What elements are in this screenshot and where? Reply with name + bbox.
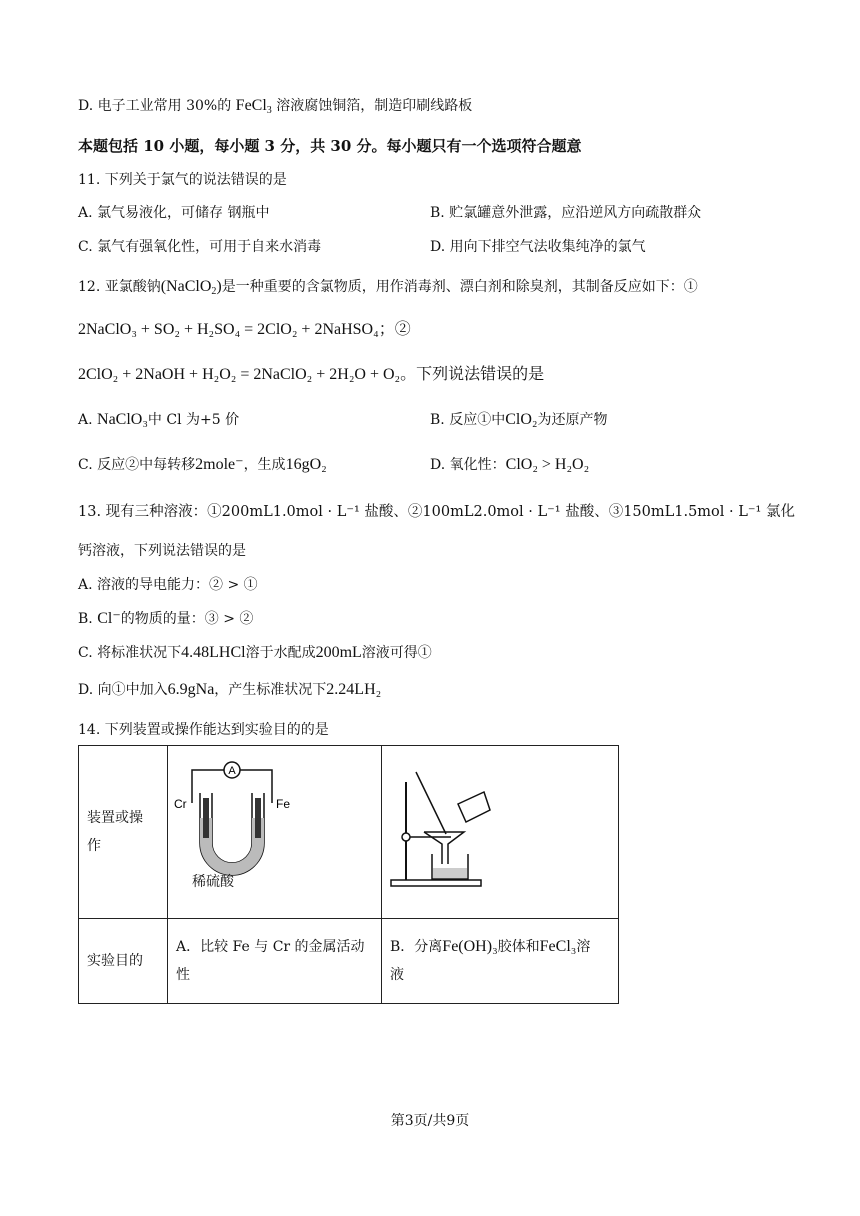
q13-option-b: B. Cl⁻的物质的量：③ > ② <box>78 610 254 627</box>
q11-option-c: C. 氯气有强氧化性，可用于自来水消毒 <box>78 239 322 255</box>
naclo2-formula: (NaClO$_2$) <box>160 278 222 297</box>
table-row <box>79 746 619 919</box>
table-row <box>79 919 619 1004</box>
q12-equation-2: 2ClO₂ + 2NaOH + H₂O₂ = 2NaClO₂ + 2H₂O + O₂。下列说法错误的是 <box>78 366 545 383</box>
q11-option-b: B. 贮氯罐意外泄露，应沿逆风方向疏散群众 <box>430 205 702 221</box>
q11-stem: 11. 下列关于氯气的说法错误的是 <box>78 172 287 188</box>
q13-option-c: C. 将标准状况下4.48LHCl溶于水配成200mL溶液可得① <box>78 644 432 661</box>
row-header-apparatus: 装置或操 作 <box>79 746 168 919</box>
cr-electrode <box>203 798 209 838</box>
row-header-purpose: 实验目的 <box>79 919 168 1004</box>
q14-stem: 14. 下列装置或操作能达到实验目的的是 <box>78 722 329 738</box>
galvanic-cell-diagram <box>172 748 292 878</box>
svg-text:Fe: Fe <box>276 797 291 811</box>
q13-stem-line1: 13. 现有三种溶液：①200mL1.0mol · L⁻¹ 盐酸、②100mL2.0mol · L⁻¹ 盐酸、③150mL1.5mol · L⁻¹ 氯化 <box>78 504 795 520</box>
option-d-prev: D. 电子工业常用 30%的 FeCl$_3$ 溶液腐蚀铜箔，制造印刷线路板 <box>78 97 473 116</box>
q12-equation-1: 2NaClO₃ + SO₂ + H₂SO₄ = 2ClO₂ + 2NaHSO₄；② <box>78 321 411 338</box>
q11-option-a: A. 氯气易液化，可储存 钢瓶中 <box>78 205 270 221</box>
q12-option-a: A. NaClO₃中 Cl 为+5 价 <box>78 411 240 428</box>
q12-option-c: C. 反应②中每转移2mole⁻，生成16gO₂ <box>78 456 327 473</box>
cell-apparatus-b <box>382 746 619 919</box>
q13-stem-line2: 钙溶液，下列说法错误的是 <box>78 543 246 559</box>
q13-option-a: A. 溶液的导电能力：② > ① <box>78 577 258 593</box>
purpose-a: A．比较 Fe 与 Cr 的金属活动 性 <box>168 919 382 1004</box>
svg-text:A: A <box>228 765 236 777</box>
q12-stem: 12. 亚氯酸钠(NaClO$_2$)是一种重要的含氯物质，用作消毒剂、漂白剂和除臭剂，其制备反应如下：① <box>78 278 698 297</box>
q12-option-b: B. 反应①中ClO₂为还原产物 <box>430 411 608 428</box>
fig-caption: 稀硫酸 <box>192 874 234 890</box>
experiment-table <box>78 745 619 1004</box>
filtration-diagram <box>386 762 506 892</box>
q12-option-d: D. 氧化性：ClO₂ > H₂O₂ <box>430 456 590 473</box>
purpose-b: B．分离Fe(OH)₃胶体和FeCl₃溶 液 <box>382 919 619 1004</box>
svg-text:Cr: Cr <box>174 797 187 811</box>
section-header: 本题包括 10 小题，每小题 3 分，共 30 分。每小题只有一个选项符合题意 <box>78 137 582 155</box>
fecl3-formula: FeCl$_3$ <box>235 97 272 116</box>
q11-option-d: D. 用向下排空气法收集纯净的氯气 <box>430 239 646 255</box>
q13-option-d: D. 向①中加入6.9gNa，产生标准状况下2.24LH₂ <box>78 681 382 698</box>
cell-apparatus-a <box>168 746 382 919</box>
page-footer: 第3页/共9页 <box>390 1113 470 1129</box>
fe-electrode <box>255 798 261 838</box>
